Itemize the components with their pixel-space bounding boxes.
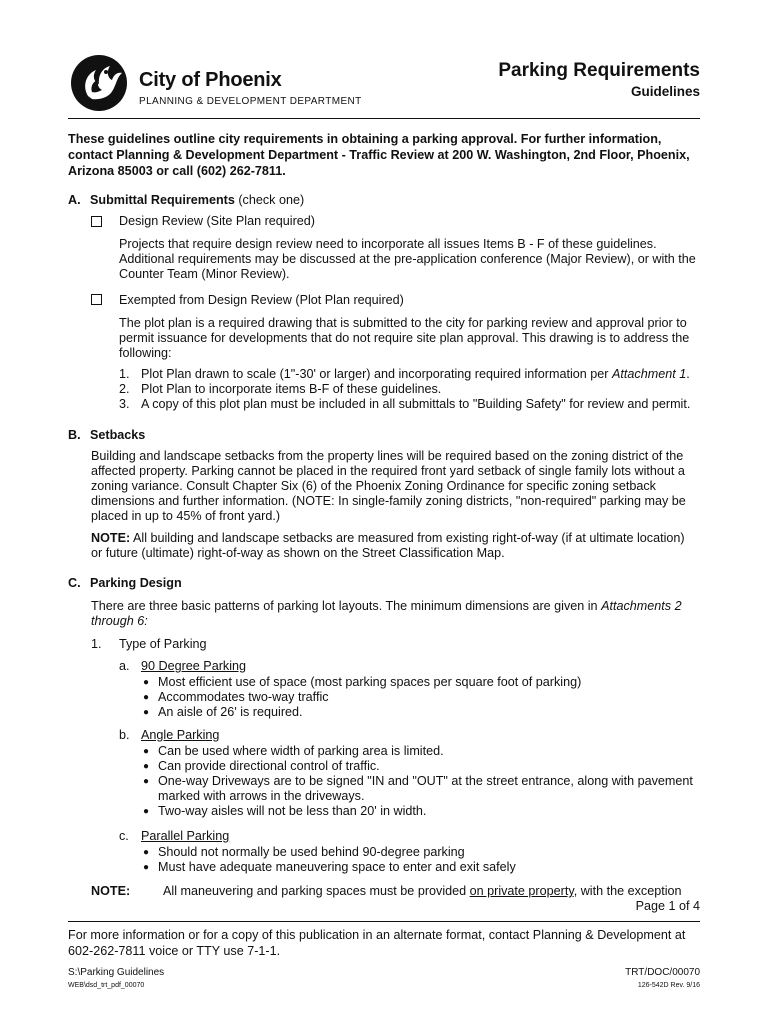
phoenix-bird-logo [68,52,130,112]
exempted-review-label: Exempted from Design Review (Plot Plan required) [119,293,404,307]
type-name: Parallel Parking [141,829,230,843]
attachments-reference: Attachments 2 through 6: [91,599,682,628]
bullet-icon: ● [143,847,150,858]
setbacks-paragraph: Building and landscape setbacks from the property lines will be required based on the zoning district of the affected property. Parking cannot be placed in the required front yard setback of single family lots without a zoning variance. Consult Chapter Six (6) of the Phoenix Zoning Ordinance for specific zoning setback dimensions and further information. (NOTE: In single-family zoning districts, "non-required" parking may be placed in up to 45% of front yard.) [91,449,686,523]
org-name: City of Phoenix [139,69,282,91]
type-letter: a. [119,659,130,673]
design-review-description: Projects that require design review need to incorporate all issues Items B - F of these guidelines. Additional requirements may be discussed at the pre-application conference (Major Review), or with the Counter Team (Minor Review). [119,237,696,281]
note-text-end: , with the exception [573,884,682,898]
list-tail: . [686,367,690,381]
bullet-icon: ● [143,707,150,718]
note-label: NOTE: [91,531,131,545]
footer-file-path: S:\Parking Guidelines [68,967,165,978]
bullet-item [141,860,701,875]
bullet-item [141,845,701,860]
list-item [119,367,709,382]
list-number: 1. [119,367,130,381]
intro-text: There are three basic patterns of parking lot layouts. The minimum dimensions are given in [91,599,602,613]
bullet-text: Must have adequate maneuvering space to enter and exit safely [158,860,516,874]
list-number: 2. [119,382,130,396]
exempted-review-description: The plot plan is a required drawing that is submitted to the city for parking review and approval prior to permit issuance for developments that do not require site plan approval. This drawing is to address the following: [119,316,690,360]
header-divider [68,118,700,119]
section-b-heading [68,428,145,443]
bullet-icon: ● [143,806,150,817]
footer-web-id: WEB\dsd_trt_pdf_00070 [68,982,145,989]
note-text-start: All maneuvering and parking spaces must be provided [163,884,470,898]
attachment-reference: Attachment 1 [612,367,687,381]
type-letter: c. [119,829,129,843]
bullet-item [141,675,701,690]
bullet-text: Two-way aisles will not be less than 20' in width. [158,804,427,818]
bullet-text: Accommodates two-way traffic [158,690,329,704]
bullet-item [141,690,701,705]
document-subtitle: Guidelines [630,84,700,99]
section-c-heading [68,576,182,591]
parking-note-text [163,884,703,899]
bullet-text: Can be used where width of parking area is limited. [158,744,444,758]
design-review-label: Design Review (Site Plan required) [119,214,315,228]
list-text: Plot Plan to incorporate items B-F of these guidelines. [141,382,442,396]
bullet-item [141,744,701,759]
list-item [119,382,709,397]
note-text-underlined: on private property [469,884,574,898]
org-department: PLANNING & DEVELOPMENT DEPARTMENT [139,96,362,107]
type-bullets [141,675,701,720]
bullet-text: Can provide directional control of traffic. [158,759,380,773]
type-bullets [141,744,701,819]
intro-paragraph: These guidelines outline city requirements in obtaining a parking approval. For further information, contact Planning & Development Department - Traffic Review at 200 W. Washington, 2nd Floor, Phoenix, Arizona 85003 or call (602) 262-7811. [68,132,690,178]
document-title: Parking Requirements [498,60,700,81]
setbacks-note [91,531,693,561]
section-letter: B. [68,428,81,442]
bullet-item [141,705,701,720]
list-text: A copy of this plot plan must be included in all submittals to "Building Safety" for review and permit. [141,397,691,411]
parking-design-intro [91,599,691,629]
bullet-icon: ● [143,746,150,757]
section-title: Submittal Requirements [90,193,235,207]
section-letter: A. [68,193,81,207]
bullet-text: Should not normally be used behind 90-degree parking [158,845,465,859]
bullet-text: Most efficient use of space (most parking spaces per square foot of parking) [158,675,582,689]
list-item [119,397,709,412]
bullet-icon: ● [143,677,150,688]
type-bullets [141,845,701,875]
bullet-item [141,774,701,804]
bullet-icon: ● [143,862,150,873]
section-letter: C. [68,576,81,590]
type-name: 90 Degree Parking [141,659,247,673]
bullet-item [141,759,701,774]
design-review-checkbox[interactable] [91,216,102,227]
list-text: Plot Plan drawn to scale (1"-30' or larger) and incorporating required information per [141,367,612,381]
bullet-item [141,804,701,819]
type-of-parking-number: 1. [91,637,102,651]
bullet-text: An aisle of 26' is required. [158,705,303,719]
note-text: All building and landscape setbacks are measured from existing right-of-way (if at ultimate location) or future (ultimate) right-of-way as shown on the Street Classification Map. [91,531,685,560]
type-name: Angle Parking [141,728,220,742]
bullet-text: One-way Driveways are to be signed "IN and "OUT" at the street entrance, along with pavement marked with arrows in the driveways. [158,774,693,803]
type-letter: b. [119,728,130,742]
footer-divider [68,921,700,922]
footer-doc-id: TRT/DOC/00070 [625,967,700,978]
type-of-parking-label: Type of Parking [119,637,207,651]
list-number: 3. [119,397,130,411]
section-note: (check one) [234,193,305,207]
bullet-icon: ● [143,692,150,703]
parking-note-label: NOTE: [91,884,131,898]
plot-plan-list [119,367,709,412]
page-number: Page 1 of 4 [635,899,700,913]
footer-revision: 126-542D Rev. 9/16 [637,982,700,989]
bullet-icon: ● [143,776,150,787]
section-a-heading [68,193,304,208]
exempted-review-checkbox[interactable] [91,294,102,305]
section-title: Setbacks [90,428,146,442]
section-title: Parking Design [90,576,182,590]
footer-contact-info: For more information or for a copy of this publication in an alternate format, contact Planning & Development at 602-262-7811 voice or TTY use 7-1-1. [68,928,686,958]
bullet-icon: ● [143,761,150,772]
